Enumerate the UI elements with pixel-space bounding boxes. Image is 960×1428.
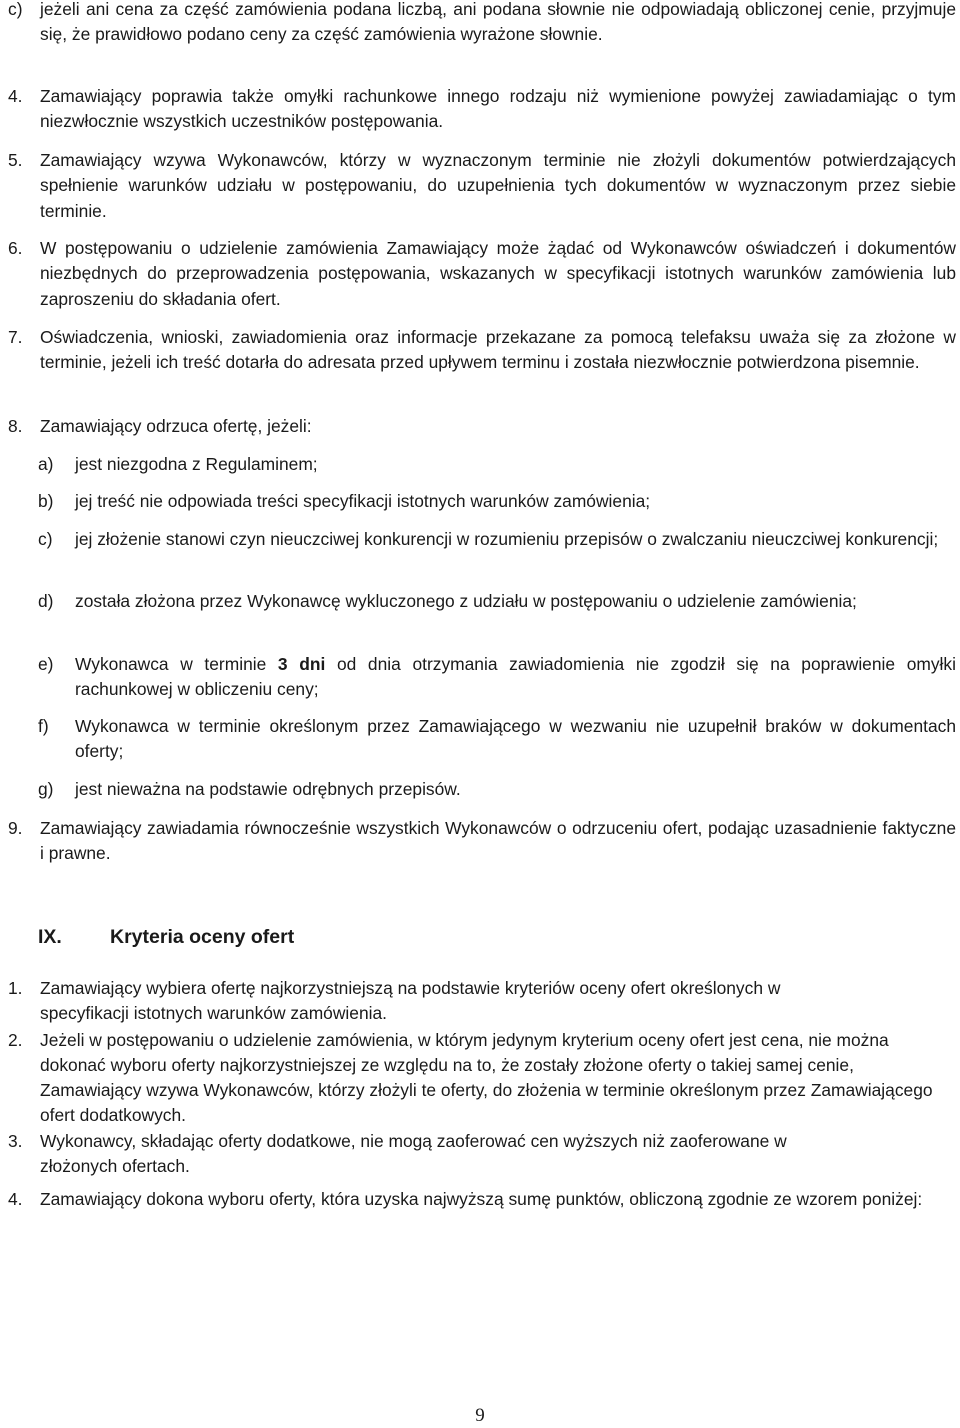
point-text: Zamawiający odrzuca ofertę, jeżeli: <box>40 416 312 436</box>
sub-text-before: Wykonawca w terminie <box>75 654 278 674</box>
criterion-text: Zamawiający wybiera ofertę najkorzystniejszą na podstawie kryteriów oceny ofert określonych w specyfikacji istotnych warunków zamówienia. <box>40 978 781 1023</box>
point-text: Oświadczenia, wnioski, zawiadomienia oraz informacje przekazane za pomocą telefaksu uważa się za złożone w terminie, jeżeli ich treść dotarła do adresata przed upływem terminu i została niezwłocznie potwierdzona pisemnie. <box>40 327 956 373</box>
deadline-days: 3 dni <box>277 654 326 674</box>
sub-text: jej złożenie stanowi czyn nieuczciwej konkurencji w rozumieniu przepisów o zwalczaniu nieuczciwej konkurencji; <box>75 529 939 549</box>
item-text: jeżeli ani cena za część zamówienia podana liczbą, ani podana słownie nie odpowiadają obliczonej cenie, przyjmuje się, że prawidłowo podano ceny za część zamówienia wyrażone słownie. <box>40 0 956 45</box>
sub-label: b) <box>38 491 54 511</box>
sub-text: Wykonawca w terminie określonym przez Zamawiającego w wezwaniu nie uzupełnił braków w dokumentach oferty; <box>75 716 956 762</box>
sub-label: d) <box>38 591 54 611</box>
sub-text <box>75 652 956 703</box>
sub-text: jej treść nie odpowiada treści specyfikacji istotnych warunków zamówienia; <box>75 491 651 511</box>
point-number: 8. <box>8 416 23 436</box>
page-number: 9 <box>475 1405 485 1426</box>
sub-text: jest nieważna na podstawie odrębnych przepisów. <box>75 779 461 799</box>
sub-label: a) <box>38 454 54 474</box>
sub-text: została złożona przez Wykonawcę wykluczonego z udziału w postępowaniu o udzielenie zamówienia; <box>75 591 857 611</box>
point-number: 5. <box>8 150 23 170</box>
criterion-number: 3. <box>8 1131 23 1151</box>
point-text: W postępowaniu o udzielenie zamówienia Zamawiający może żądać od Wykonawców oświadczeń i dokumentów niezbędnych do przeprowadzenia postępowania, wskazanych w specyfikacji istotnych warunków zamówienia lub zaproszeniu do składania ofert. <box>40 238 956 309</box>
criterion-text: Wykonawcy, składając oferty dodatkowe, nie mogą zaoferować cen wyższych niż zaoferowane w złożonych ofertach. <box>40 1131 787 1176</box>
point-text: Zamawiający poprawia także omyłki rachunkowe innego rodzaju niż wymienione powyżej zawiadamiając o tym niezwłocznie wszystkich uczestników postępowania. <box>40 86 956 132</box>
criterion-text: Zamawiający dokona wyboru oferty, która uzyska najwyższą sumę punktów, obliczoną zgodnie ze wzorem poniżej: <box>40 1189 923 1209</box>
sub-label: c) <box>38 529 53 549</box>
criterion-number: 1. <box>8 978 23 998</box>
point-number: 7. <box>8 327 23 347</box>
point-number: 4. <box>8 86 23 106</box>
sub-text: jest niezgodna z Regulaminem; <box>75 454 318 474</box>
sub-label: e) <box>38 654 54 674</box>
point-text: Zamawiający wzywa Wykonawców, którzy w wyznaczonym terminie nie złożyli dokumentów potwierdzających spełnienie warunków udziału w postępowaniu, do uzupełnienia tych dokumentów w wyznaczonym przez siebie terminie. <box>40 150 956 221</box>
section-number: IX. <box>38 926 62 948</box>
sub-label: f) <box>38 716 49 736</box>
sub-label: g) <box>38 779 54 799</box>
criterion-text: Jeżeli w postępowaniu o udzielenie zamówienia, w którym jedynym kryterium oceny ofert jest cena, nie można dokonać wyboru oferty najkorzystniejszej ze względu na to, że zostały złożone oferty o takiej samej cenie, Zamawiający wzywa Wykonawców, którzy złożyli te oferty, do złożenia w terminie określonym przez Zamawiającego ofert dodatkowych. <box>40 1030 933 1125</box>
section-title: Kryteria oceny ofert <box>110 926 295 948</box>
criterion-number: 4. <box>8 1189 23 1209</box>
criterion-number: 2. <box>8 1030 23 1050</box>
point-text: Zamawiający zawiadamia równocześnie wszystkich Wykonawców o odrzuceniu ofert, podając uzasadnienie faktyczne i prawne. <box>40 818 956 864</box>
point-number: 9. <box>8 818 23 838</box>
point-number: 6. <box>8 238 23 258</box>
sub-text-after: od dnia otrzymania zawiadomienia nie zgodził się na poprawienie omyłki rachunkowej w obliczeniu ceny; <box>75 654 956 700</box>
item-label: c) <box>8 0 23 19</box>
